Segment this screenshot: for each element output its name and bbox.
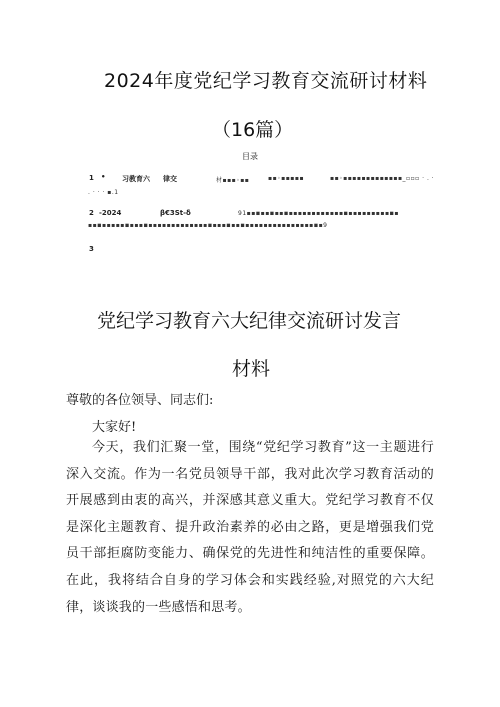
toc-entry-text: 习教育六 <box>122 175 150 183</box>
toc-page-number: . · · · ▪.1 <box>88 189 119 196</box>
section-title: 党纪学习教育六大纪律交流研讨发言 <box>97 310 402 332</box>
toc-entry-number: 3 <box>89 245 94 253</box>
toc-entry-bullet: • <box>101 173 106 181</box>
toc-heading: 目录 <box>242 152 258 161</box>
toc-entry-number: 2 <box>89 209 94 217</box>
toc-leader-dots: 91▪▪◾▪▪◾▪▪◾▪▪▪▪▪▪▪▪▪▪▪▪◾▪▪▪▪▪▪▪▪▪◾▪ <box>238 210 399 217</box>
toc-entry-text: 材▪▪▪◦▪▪ <box>216 177 250 184</box>
section-title-continued: 材料 <box>232 358 271 380</box>
toc-entry-number: 1 <box>89 174 94 182</box>
body-paragraph: 今天，我们汇聚一堂，围绕“党纪学习教育”这一主题进行深入交流。作为一名党员领导干部，我对此次学习教育活动的开展感到由衷的高兴，并深感其意义重大。党纪学习教育不仅是深化主题教育、提升政治素养的必由之路，更是增强我们党员干部拒腐防变能力、确保党的先进性和纯洁性的重要保障。在此，我将结合自身的学习体会和实践经验,对照党的六大纪律，谈谈我的一些感悟和思考。 <box>66 440 434 615</box>
toc-leader-dots: ▪▪◦▪▪▪▪▪▪▪▪▪▪▪▪▪_▫▫▫ · . · <box>330 175 435 182</box>
toc-entry-text: β€3St-δ <box>160 209 191 217</box>
salutation: 尊敬的各位领导、同志们: <box>66 393 214 408</box>
greeting: 大家好! <box>92 420 137 435</box>
document-subtitle: （16篇） <box>212 119 294 141</box>
toc-entry-text: 律交 <box>163 175 177 183</box>
toc-leader-dots: ▪▪◦▪▪▪▪▪ <box>268 175 305 182</box>
document-title: 2024年度党纪学习教育交流研讨材料 <box>104 70 428 92</box>
toc-page-number: ▪▪◾▪▪▪▪▪◾▪▪▪◾▪▪▪▪▪▪▪▪▪▪▪▪▪◾▪▪▪◾▪▪◾▪▪▪▪▪▪▪▪▪▪▪▪▪▪▪◾▪9 <box>88 222 328 229</box>
toc-entry-text: -2024 <box>99 209 122 217</box>
